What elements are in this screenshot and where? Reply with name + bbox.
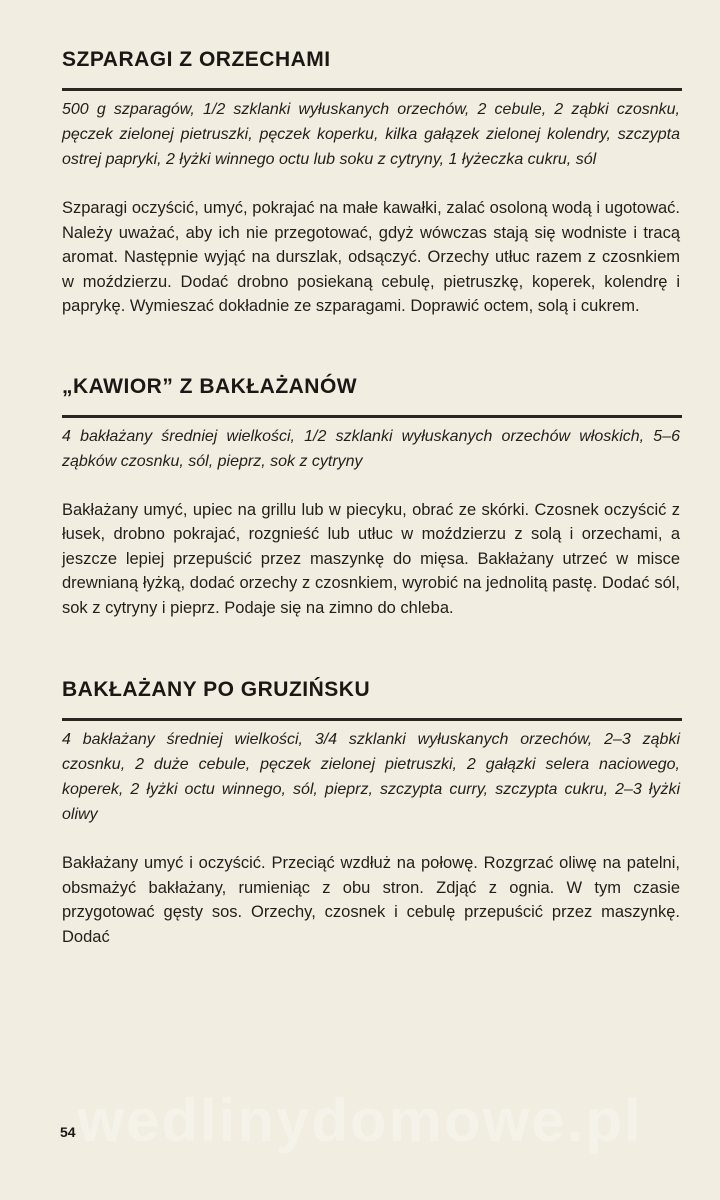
preparation-text: Bakłażany umyć, upiec na grillu lub w piecyku, obrać ze skórki. Czosnek oczyścić z łusek, drobno pokrajać, rozgnieść lub utłuc w moździerzu z solą i orzechami, a jeszcze lepiej przepuścić przez maszynkę do mięsa. Bakłażany utrzeć w misce drewnianą łyżką, dodać orzechy z czosnkiem, wyrobić na jednolitą pastę. Dodać sól, sok z cytryny i pieprz. Podaje się na zimno do chleba. bbox=[62, 500, 680, 617]
recipe-kawior bbox=[62, 367, 682, 621]
title-divider bbox=[62, 415, 682, 418]
recipe-title: BAKŁAŻANY PO GRUZIŃSKU bbox=[62, 678, 371, 701]
preparation-text: Szparagi oczyścić, umyć, pokrajać na małe kawałki, zalać osoloną wodą i ugotować. Należy uważać, aby ich nie przegotować, gdyż wówczas stają się wodniste i tracą aromat. Następnie wyjąć na durszlak, odsączyć. Orzechy utłuc razem z czosnkiem w moździerzu. Dodać drobno posiekaną cebulę, pietruszkę, koperek, kolendrę i paprykę. Wymieszać dokładnie ze szparagami. Doprawić octem, solą i cukrem. bbox=[62, 199, 680, 315]
title-divider bbox=[62, 88, 682, 91]
watermark: wedlinydomowe.pl bbox=[77, 1087, 643, 1154]
page-number: 54 bbox=[60, 1124, 76, 1140]
recipe-title: „KAWIOR” Z BAKŁAŻANÓW bbox=[62, 374, 358, 398]
ingredients-list: 4 bakłażany średniej wielkości, 3/4 szklanki wyłuskanych orzechów, 2–3 ząbki czosnku, 2 duże cebule, pęczek zielonej pietruszki, 2 gałązki selera naciowego, koperek, 2 łyżki octu winnego, sól, pieprz, szczypta curry, szczypta cukru, 2–3 łyżki oliwy bbox=[62, 731, 680, 823]
recipe-szparagi bbox=[62, 40, 682, 319]
recipe-baklazany-po-gruzinsku bbox=[62, 670, 682, 949]
ingredients-list: 4 bakłażany średniej wielkości, 1/2 szklanki wyłuskanych orzechów włoskich, 5–6 ząbków czosnku, sól, pieprz, sok z cytryny bbox=[62, 427, 680, 470]
preparation-text: Bakłażany umyć i oczyścić. Przeciąć wzdłuż na połowę. Rozgrzać oliwę na patelni, obsmażyć bakłażany, rumieniąc z obu stron. Zdjąć z ognia. W tym czasie przygotować gęsty sos. Orzechy, czosnek i cebulę przepuścić przez maszynkę. Dodać bbox=[62, 854, 680, 946]
ingredients-list: 500 g szparagów, 1/2 szklanki wyłuskanych orzechów, 2 cebule, 2 ząbki czosnku, pęczek zielonej pietruszki, pęczek koperku, kilka gałązek zielonej kolendry, szczypta ostrej papryki, 2 łyżki winnego octu lub soku z cytryny, 1 łyżeczka cukru, sól bbox=[62, 101, 680, 168]
title-divider bbox=[62, 718, 682, 721]
recipe-title: SZPARAGI Z ORZECHAMI bbox=[62, 48, 331, 71]
